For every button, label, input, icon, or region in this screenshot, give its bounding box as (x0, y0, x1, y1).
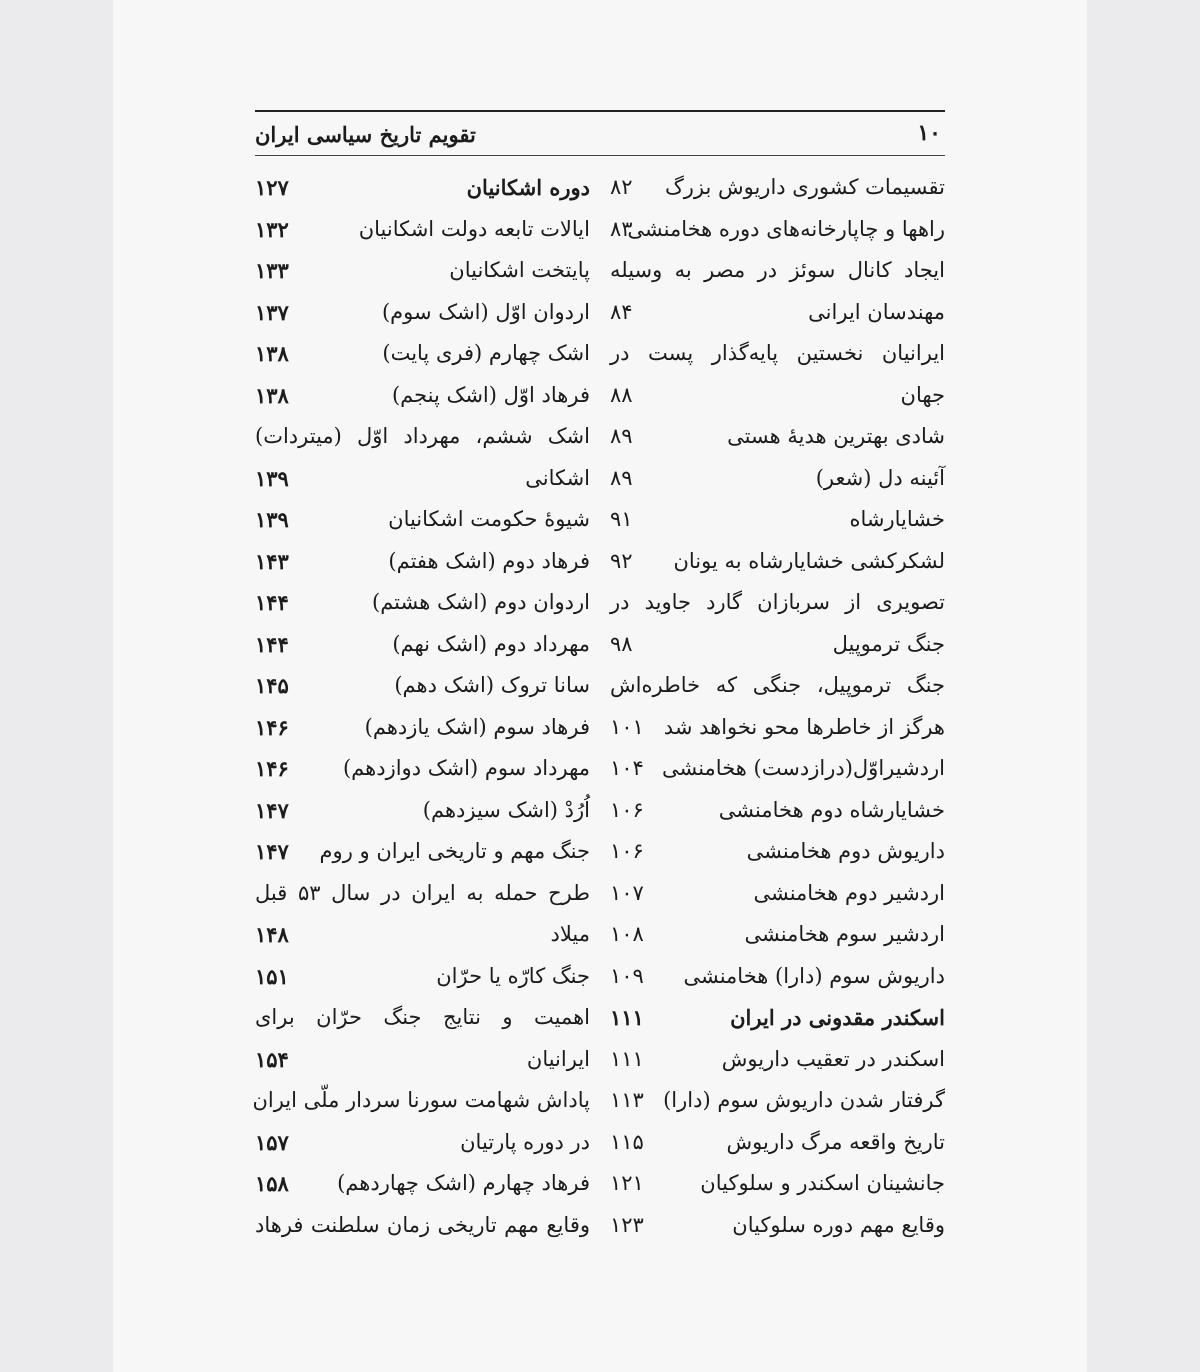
toc-entry (255, 541, 590, 583)
toc-entry-page: ۸۲ (610, 175, 633, 199)
header-rule (255, 155, 945, 156)
toc-entry-title: در دوره پارتیان (460, 1129, 590, 1154)
toc-entry (610, 1122, 945, 1164)
toc-entry (610, 1039, 945, 1081)
toc-entry-title: جنگ ترموپیل، جنگی که خاطره‌اش (610, 673, 945, 697)
toc-entry-page: ۱۰۴ (610, 756, 644, 780)
toc-entry-title: سانا تروک (اشک دهم) (394, 673, 590, 697)
toc-entry-title: اهمیت و نتایج جنگ حرّان برای (255, 1005, 590, 1029)
toc-entry (255, 209, 590, 251)
toc-entry (610, 1205, 945, 1247)
toc-entry-title: فرهاد چهارم (اشک چهاردهم) (337, 1171, 590, 1195)
toc-entry-page: ۱۰۸ (610, 922, 644, 946)
toc-entry (255, 1039, 590, 1081)
toc-entry-page: ۸۴ (610, 299, 633, 324)
toc-entry-page: ۸۸ (610, 382, 633, 407)
toc-entry (610, 707, 945, 749)
toc-entry-page: ۱۵۱ (255, 963, 289, 989)
toc-entry-title: اردشیر دوم هخامنشی (753, 880, 945, 905)
toc-entry-title: فرهاد سوم (اشک یازدهم) (364, 714, 590, 739)
page-number: ۱۰ (917, 120, 941, 146)
toc-entry-title: اشک ششم، مهرداد اوّل (میتردات) (255, 424, 590, 448)
toc-entry-title: پایتخت اشکانیان (449, 258, 590, 282)
toc-entry-title: جهان (900, 382, 945, 407)
toc-entry-title: جنگ ترموپیل (832, 631, 945, 656)
toc-entry-title: لشکرکشی خشایارشاه به یونان (673, 548, 945, 573)
toc-entry (610, 167, 945, 209)
toc-entry-page: ۱۰۶ (610, 797, 644, 822)
toc-entry-page: ۱۳۹ (255, 507, 289, 532)
toc-entry-page: ۸۹ (610, 465, 633, 490)
toc-entry (255, 333, 590, 375)
toc-entry-title: جنگ مهم و تاریخی ایران و روم (319, 839, 590, 863)
toc-entry (610, 956, 945, 998)
toc-entry (610, 209, 945, 251)
toc-entry-title: داریوش دوم هخامنشی (746, 839, 945, 863)
toc-entry (252, 1080, 590, 1122)
toc-entry-title: اردوان دوم (اشک هشتم) (372, 590, 590, 614)
toc-entry-page: ۱۱۳ (610, 1088, 644, 1112)
toc-entry (610, 997, 945, 1039)
toc-entry-title: شیوهٔ حکومت اشکانیان (388, 507, 590, 531)
toc-entry-page: ۱۱۱ (610, 1005, 644, 1030)
toc-entry-page: ۱۵۷ (255, 1129, 289, 1155)
toc-entry (610, 250, 945, 292)
toc-entry-page: ۱۲۱ (610, 1171, 644, 1195)
toc-entry-page: ۹۸ (610, 631, 633, 656)
toc-entry (255, 250, 590, 292)
toc-entry-page: ۱۵۴ (255, 1046, 289, 1072)
toc-entry (610, 375, 945, 417)
toc-entry-page: ۱۲۷ (255, 175, 289, 200)
toc-entry-page: ۹۱ (610, 507, 633, 531)
toc-entry (255, 167, 590, 209)
toc-entry-page: ۱۰۱ (610, 714, 644, 739)
toc-entry (610, 582, 945, 624)
toc-entry-title: فرهاد دوم (اشک هفتم) (388, 548, 590, 573)
toc-entry-title: هرگز از خاطرها محو نخواهد شد (663, 714, 945, 739)
toc-entry (610, 541, 945, 583)
toc-entry-page: ۱۴۴ (255, 631, 289, 657)
toc-entry (610, 624, 945, 666)
toc-entry-title: اشکانی (525, 465, 590, 490)
toc-entry (255, 873, 590, 915)
toc-entry (255, 1205, 590, 1247)
toc-entry (255, 748, 590, 790)
toc-entry-page: ۱۳۲ (255, 216, 289, 242)
toc-entry (255, 499, 590, 541)
toc-entry-title: گرفتار شدن داریوش سوم (دارا) (663, 1088, 945, 1112)
toc-entry-page: ۱۱۵ (610, 1129, 644, 1154)
toc-entry-title: مهرداد دوم (اشک نهم) (392, 631, 590, 656)
toc-entry (255, 375, 590, 417)
toc-entry-title: فرهاد اوّل (اشک پنجم) (391, 382, 590, 407)
toc-entry (255, 458, 590, 500)
toc-entry (255, 665, 590, 707)
running-title: تقویم تاریخ سیاسی ایران (255, 122, 476, 147)
toc-entry (610, 1080, 945, 1122)
toc-entry (610, 748, 945, 790)
toc-entry-title: مهرداد سوم (اشک دوازدهم) (342, 756, 590, 780)
toc-entry-title: راهها و چاپارخانه‌های دوره هخامنشی (627, 216, 945, 241)
toc-entry-title: پاداش شهامت سورنا سردار ملّی ایران (252, 1088, 590, 1112)
toc-entry-title: وقایع مهم تاریخی زمان سلطنت فرهاد (255, 1212, 590, 1237)
toc-entry-page: ۱۳۸ (255, 341, 289, 366)
toc-left-column (252, 167, 590, 1246)
toc-entry-page: ۱۴۴ (255, 590, 289, 615)
toc-entry-title: جنگ کارّه یا حرّان (436, 963, 590, 988)
toc-entry-title: اشک چهارم (فری پایت) (382, 341, 590, 365)
toc-entry-page: ۱۴۷ (255, 797, 289, 823)
toc-entry-title: آئینه دل (شعر) (815, 465, 945, 490)
toc-entry (610, 790, 945, 832)
toc-entry-title: ایالات تابعه دولت اشکانیان (358, 216, 590, 241)
toc-right-column (610, 167, 945, 1246)
toc-entry (255, 831, 590, 873)
toc-entry-title: خشایارشاه دوم هخامنشی (718, 797, 945, 822)
toc-entry-title: ایرانیان (526, 1046, 590, 1071)
toc-entry-title: اسکندر در تعقیب داریوش (721, 1046, 945, 1071)
toc-entry (610, 458, 945, 500)
toc-entry (255, 914, 590, 956)
toc-entry-title: اردشیر سوم هخامنشی (744, 922, 945, 946)
toc-entry-page: ۸۳ (610, 216, 633, 241)
toc-entry-page: ۱۴۶ (255, 714, 289, 740)
toc-entry-title: اسکندر مقدونی در ایران (730, 1005, 945, 1030)
toc-entry-title: دوره اشکانیان (466, 175, 590, 200)
toc-entry-page: ۱۴۷ (255, 839, 289, 864)
toc-entry-page: ۱۳۹ (255, 465, 289, 491)
toc-entry (255, 1163, 590, 1205)
toc-entry-page: ۱۵۸ (255, 1171, 289, 1196)
toc-entry (610, 873, 945, 915)
toc-entry-title: اُرُدْ (اشک سیزدهم) (422, 797, 590, 822)
toc-entry-title: اردوان اوّل (اشک سوم) (381, 299, 590, 324)
toc-entry (610, 499, 945, 541)
toc-entry (255, 707, 590, 749)
toc-entry-page: ۹۲ (610, 548, 633, 573)
toc-entry (610, 1163, 945, 1205)
toc-entry (610, 831, 945, 873)
toc-entry-page: ۱۲۳ (610, 1212, 644, 1237)
toc-entry (255, 416, 590, 458)
toc-entry-page: ۱۴۸ (255, 922, 289, 947)
toc-entry (255, 582, 590, 624)
toc-entry-page: ۱۳۳ (255, 258, 289, 283)
toc-entry (610, 416, 945, 458)
toc-entry-page: ۱۰۶ (610, 839, 644, 863)
toc-entry (255, 790, 590, 832)
toc-entry-page: ۱۴۶ (255, 756, 289, 781)
toc-entry (610, 292, 945, 334)
toc-entry-title: ایجاد کانال سوئز در مصر به وسیله (610, 258, 945, 282)
toc-entry (255, 624, 590, 666)
toc-entry-page: ۱۴۵ (255, 673, 289, 698)
toc-entry-title: شادی بهترین هدیهٔ هستی (727, 424, 945, 448)
toc-entry-page: ۸۹ (610, 424, 633, 448)
toc-entry (610, 665, 945, 707)
toc-entry-title: جانشینان اسکندر و سلوکیان (700, 1171, 945, 1195)
toc-entry (255, 956, 590, 998)
toc-entry-title: داریوش سوم (دارا) هخامنشی (683, 963, 945, 988)
toc-entry (255, 292, 590, 334)
toc-entry-page: ۱۰۹ (610, 963, 644, 988)
toc-entry-title: میلاد (550, 922, 590, 946)
toc-entry-title: اردشیراوّل(درازدست) هخامنشی (661, 756, 945, 780)
toc-entry-title: تاریخ واقعه مرگ داریوش (726, 1129, 945, 1154)
toc-entry-title: طرح حمله به ایران در سال ۵۳ قبل (255, 880, 590, 905)
toc-entry-title: مهندسان ایرانی (808, 299, 945, 324)
toc-entry-page: ۱۳۸ (255, 382, 289, 408)
toc-entry-title: وقایع مهم دوره سلوکیان (732, 1212, 945, 1237)
toc-entry-title: تقسیمات کشوری داریوش بزرگ (664, 175, 945, 199)
toc-entry (610, 914, 945, 956)
toc-entry (255, 1122, 590, 1164)
toc-entry-page: ۱۴۳ (255, 548, 289, 574)
toc-entry (610, 333, 945, 375)
toc-entry-title: ایرانیان نخستین پایه‌گذار پست در (610, 341, 945, 365)
toc-entry (255, 997, 590, 1039)
toc-entry-title: تصویری از سربازان گارد جاوید در (610, 590, 945, 614)
toc-entry-page: ۱۳۷ (255, 299, 289, 325)
page-header (255, 110, 945, 147)
toc-entry-page: ۱۰۷ (610, 880, 644, 905)
toc-entry-page: ۱۱۱ (610, 1046, 644, 1071)
toc-entry-title: خشایارشاه (849, 507, 945, 531)
